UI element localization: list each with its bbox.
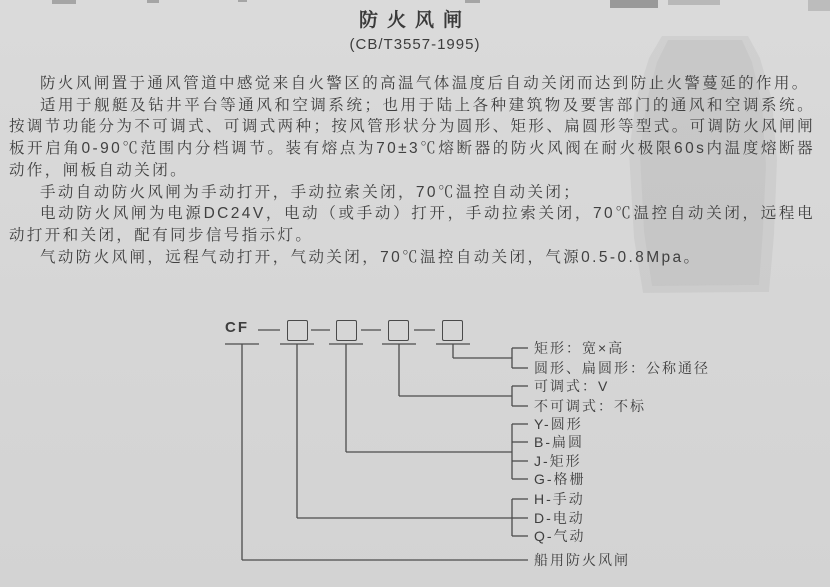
scan-speck	[147, 0, 159, 3]
paragraph-5: 气动防火风闸，远程气动打开，气动关闭，70℃温控自动关闭，气源0.5-0.8Mpa。	[40, 248, 702, 266]
legend-label-round-diameter: 圆形、扁圆形：公称通径	[534, 360, 710, 376]
code-box-1	[287, 320, 308, 341]
code-box-3	[388, 320, 409, 341]
legend-label-b-oval: B-扁圆	[534, 434, 584, 450]
paragraph-3: 手动自动防火风闸为手动打开，手动拉索关闭，70℃温控自动关闭；	[40, 183, 582, 201]
body-text	[9, 73, 815, 268]
model-code-diagram	[0, 310, 830, 587]
legend-label-rect-size: 矩形：宽×高	[534, 340, 625, 356]
paragraph-2: 适用于舰艇及钻井平台等通风和空调系统；也用于陆上各种建筑物及要害部门的通风和空调系统。按调节功能分为不可调式、可调式两种；按风管形状分为圆形、矩形、扁圆形等型式。可调防火风闸闸板开启角0-90℃范围内分档调节。装有熔点为70±3℃熔断器的防火风阀在耐火极限60s内温度熔断器动作，闸板自动关闭。	[9, 96, 815, 179]
legend-label-g-grille: G-格栅	[534, 471, 586, 487]
legend-label-y-round: Y-圆形	[534, 416, 583, 432]
legend-label-d-electric: D-电动	[534, 510, 585, 526]
code-box-2	[336, 320, 357, 341]
paragraph-4: 电动防火风闸为电源DC24V，电动（或手动）打开，手动拉索关闭，70℃温控自动关闭，远程电动打开和关闭，配有同步信号指示灯。	[9, 205, 815, 244]
code-box-4	[442, 320, 463, 341]
page-title: 防火风闸	[358, 10, 471, 31]
standard-number: (CB/T3557-1995)	[349, 36, 481, 53]
scan-speck	[238, 0, 247, 2]
legend-label-j-rect: J-矩形	[534, 453, 582, 469]
legend-label-q-pneumatic: Q-气动	[534, 528, 586, 544]
legend-label-marine-damper: 船用防火风闸	[534, 552, 630, 568]
legend-label-adjustable: 可调式：V	[534, 378, 610, 394]
scan-speck	[52, 0, 76, 4]
paragraph-1: 防火风闸置于通风管道中感觉来自火警区的高温气体温度后自动关闭而达到防止火警蔓延的作用。	[40, 75, 810, 92]
scan-speck	[465, 0, 480, 3]
connector-lines	[0, 310, 830, 587]
legend-label-h-manual: H-手动	[534, 491, 585, 507]
model-prefix: CF	[225, 319, 249, 336]
legend-label-nonadjustable: 不可调式：不标	[534, 398, 646, 414]
